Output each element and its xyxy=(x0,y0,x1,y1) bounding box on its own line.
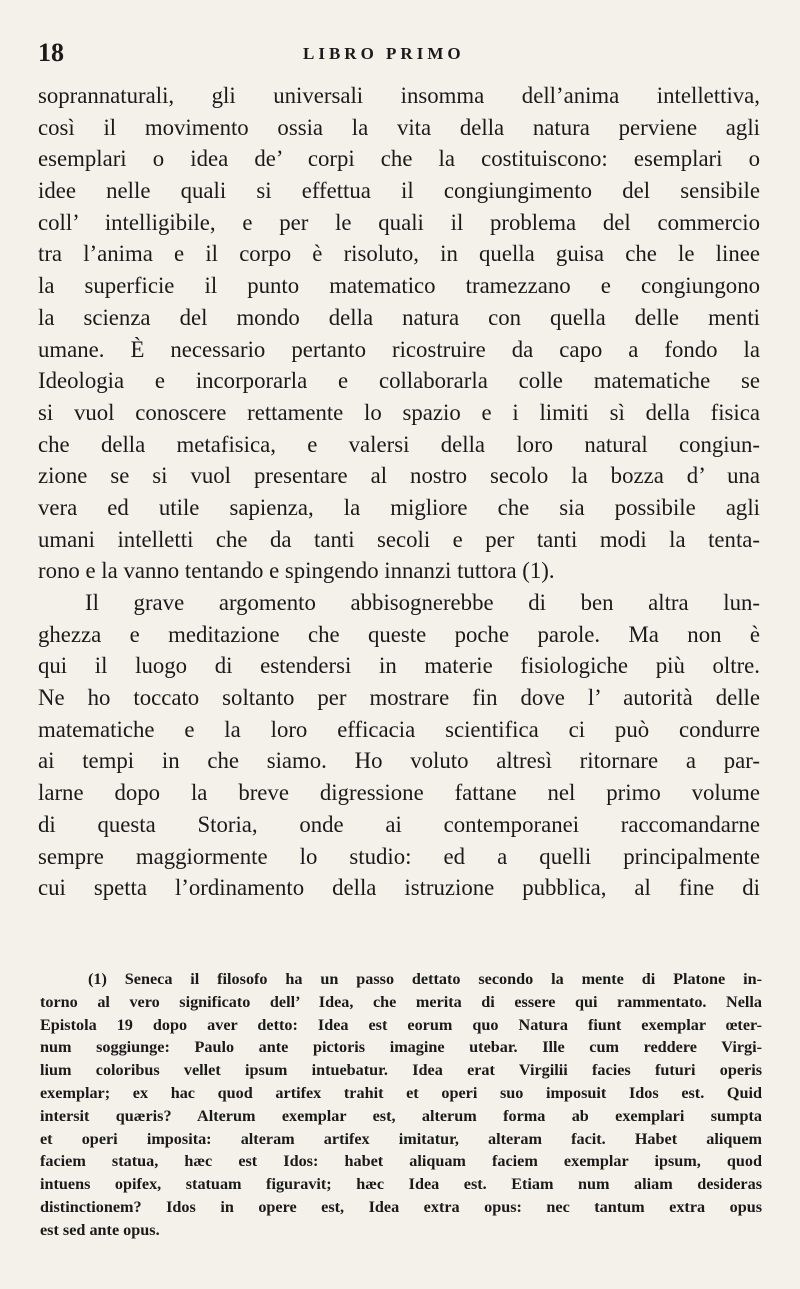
main-text xyxy=(38,80,760,904)
text-line: ai tempi in che siamo. Ho voluto altresì ritornare a par- xyxy=(38,748,760,774)
text-line: la scienza del mondo della natura con quella delle menti xyxy=(38,304,760,330)
footnote-line: faciem statua, hæc est Idos: habet aliquam faciem exemplar ipsum, quod xyxy=(40,1152,762,1171)
footnote-line: est sed ante opus. xyxy=(40,1220,160,1239)
text-line: rono e la vanno tentando e spingendo innanzi tuttora (1). xyxy=(38,558,555,584)
text-line: larne dopo la breve digressione fattane nel primo volume xyxy=(38,780,760,806)
text-line: zione se si vuol presentare al nostro secolo la bozza d’ una xyxy=(38,463,760,489)
text-line: così il movimento ossia la vita della natura perviene agli xyxy=(38,114,760,140)
footnote-line: intuens opifex, statuam figuravit; hæc Idea est. Etiam num aliam desideras xyxy=(40,1175,762,1194)
page-number: 18 xyxy=(38,38,64,67)
footnote-line: exemplar; ex hac quod artifex trahit et operi suo imposuit Idos est. Quid xyxy=(40,1083,762,1102)
paragraph-1 xyxy=(38,80,760,587)
text-line: sempre maggiormente lo studio: ed a quelli principalmente xyxy=(38,843,760,869)
footnote xyxy=(40,968,762,1242)
text-line: la superficie il punto matematico tramezzano e congiungono xyxy=(38,273,760,299)
text-line: di questa Storia, onde ai contemporanei raccomandarne xyxy=(38,811,760,837)
text-line: che della metafisica, e valersi della loro natural congiun- xyxy=(38,431,760,457)
text-line: umane. È necessario pertanto ricostruire da capo a fondo la xyxy=(38,336,760,362)
text-line: qui il luogo di estendersi in materie fisiologiche più oltre. xyxy=(38,653,760,679)
text-line: coll’ intelligibile, e per le quali il problema del commercio xyxy=(38,209,760,235)
text-line: Il grave argomento abbisognerebbe di ben altra lun- xyxy=(85,590,760,615)
text-line: matematiche e la loro efficacia scientifica ci può condurre xyxy=(38,716,760,742)
text-line: idee nelle quali si effettua il congiungimento del sensibile xyxy=(38,178,760,204)
text-line: ghezza e meditazione che queste poche parole. Ma non è xyxy=(38,621,760,647)
running-title: LIBRO PRIMO xyxy=(303,44,465,63)
footnote-line: num soggiunge: Paulo ante pictoris imagine utebar. Ille cum reddere Virgi- xyxy=(40,1038,762,1057)
footnote-line: torno al vero significato dell’ Idea, che merita di essere qui rammentato. Nella xyxy=(40,992,762,1011)
text-line: esemplari o idea de’ corpi che la costituiscono: esemplari o xyxy=(38,146,760,172)
text-line: tra l’anima e il corpo è risoluto, in quella guisa che le linee xyxy=(38,241,760,267)
footnote-line: et operi imposita: alteram artifex imitatur, alteram facit. Habet aliquem xyxy=(40,1129,762,1148)
text-line: umani intelletti che da tanti secoli e per tanti modi la tenta- xyxy=(38,526,760,552)
text-line: vera ed utile sapienza, la migliore che sia possibile agli xyxy=(38,494,760,520)
text-line: soprannaturali, gli universali insomma dell’anima intellettiva, xyxy=(38,83,760,108)
paragraph-2 xyxy=(38,587,760,904)
text-line: cui spetta l’ordinamento della istruzione pubblica, al fine di xyxy=(38,875,760,901)
footnote-line: (1) Seneca il filosofo ha un passo dettato secondo la mente di Platone in- xyxy=(88,970,762,988)
footnote-line: intersit quæris? Alterum exemplar est, alterum forma ab exemplari sumpta xyxy=(40,1106,762,1125)
footnote-line: distinctionem? Idos in opere est, Idea extra opus: nec tantum extra opus xyxy=(40,1197,762,1216)
page-header xyxy=(38,38,758,72)
text-line: Ne ho toccato soltanto per mostrare fin dove l’ autorità delle xyxy=(38,685,760,711)
footnote-line: Epistola 19 dopo aver detto: Idea est eorum quo Natura fiunt exemplar œter- xyxy=(40,1015,762,1034)
text-line: Ideologia e incorporarla e collaborarla colle matematiche se xyxy=(38,368,760,394)
text-line: si vuol conoscere rettamente lo spazio e i limiti sì della fisica xyxy=(38,399,760,425)
footnote-line: lium coloribus vellet ipsum intuebatur. Idea erat Virgilii facies futuri operis xyxy=(40,1061,762,1080)
